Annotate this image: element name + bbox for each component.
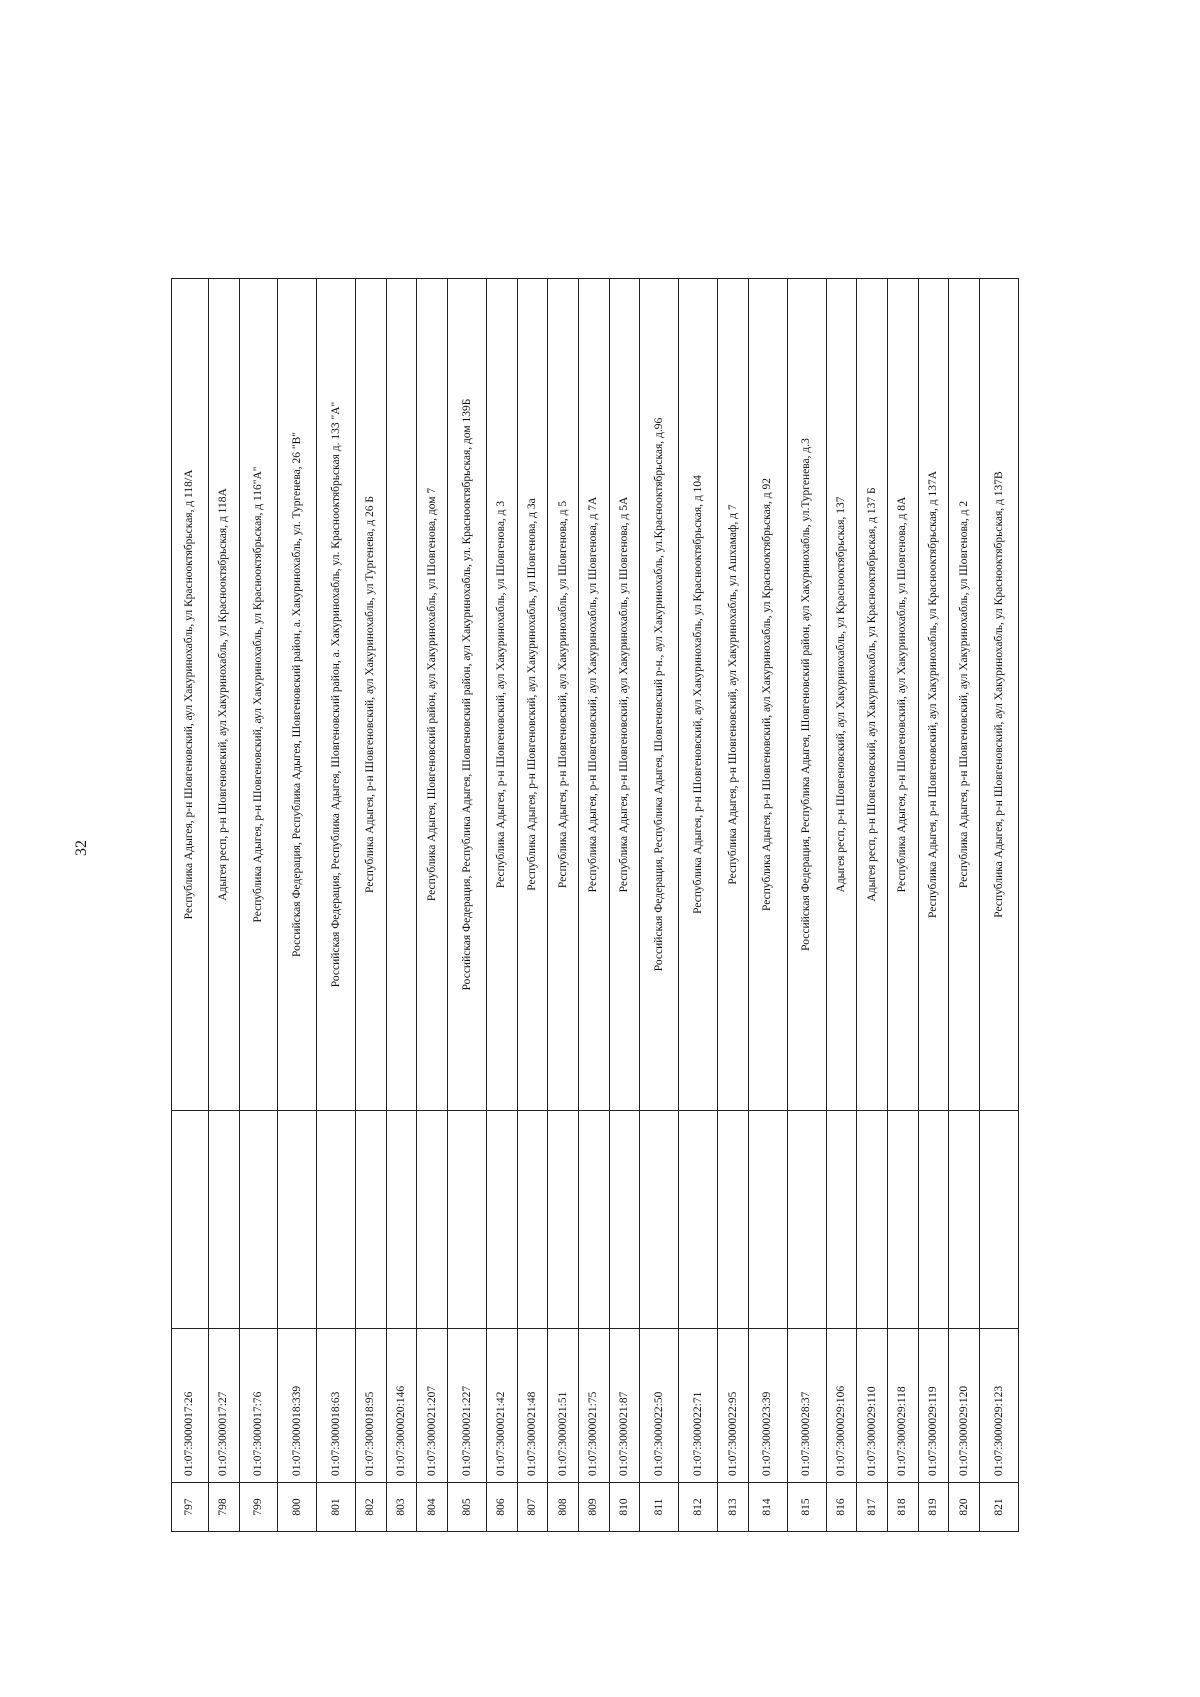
cadastral-number-cell: 01:07:3000017:26 — [172, 1329, 209, 1483]
address-cell: Республика Адыгея, р-н Шовгеновский, аул Хакуринохабль, ул Краснооктябрьская, д 104 — [679, 279, 718, 1111]
cadastral-number-cell: 01:07:3000017:76 — [239, 1329, 278, 1483]
cadastral-number-cell: 01:07:3000023:39 — [748, 1329, 787, 1483]
row-number-cell: 820 — [949, 1483, 980, 1532]
empty-cell — [487, 1111, 518, 1329]
row-number-cell: 797 — [172, 1483, 209, 1532]
table-row — [949, 279, 980, 1532]
row-number-cell: 801 — [317, 1483, 356, 1532]
empty-cell — [356, 1111, 387, 1329]
row-number-cell: 815 — [787, 1483, 826, 1532]
row-number-cell: 800 — [278, 1483, 317, 1532]
registry-table — [171, 278, 1019, 1532]
row-number-cell: 818 — [887, 1483, 918, 1532]
table-row — [386, 279, 417, 1532]
cadastral-number-cell: 01:07:3000021:207 — [417, 1329, 448, 1483]
registry-table-body — [172, 279, 1019, 1532]
address-cell: Республика Адыгея, р-н Шовгеновский, аул Хакуринохабль, ул Шовгенова, д 2 — [949, 279, 980, 1111]
row-number-cell: 812 — [679, 1483, 718, 1532]
address-cell: Республика Адыгея, Шовгеновский район, аул Хакуринохабль, ул Шовгенова, дом 7 — [417, 279, 448, 1111]
address-cell: Республика Адыгея, р-н Шовгеновский, аул Хакуринохабль, ул Тургенева, д 26 Б — [356, 279, 387, 1111]
row-number-cell: 819 — [918, 1483, 949, 1532]
cadastral-number-cell: 01:07:3000029:123 — [980, 1329, 1019, 1483]
empty-cell — [980, 1111, 1019, 1329]
address-cell: Республика Адыгея, р-н Шовгеновский, аул Хакуринохабль, ул Шовгенова, д 5А — [609, 279, 640, 1111]
row-number-cell: 816 — [826, 1483, 857, 1532]
table-row — [579, 279, 610, 1532]
page-number: 32 — [73, 840, 90, 856]
cadastral-number-cell: 01:07:3000022:50 — [640, 1329, 679, 1483]
row-number-cell: 807 — [517, 1483, 548, 1532]
table-row — [748, 279, 787, 1532]
empty-cell — [787, 1111, 826, 1329]
row-number-cell: 810 — [609, 1483, 640, 1532]
cadastral-number-cell: 01:07:3000018:95 — [356, 1329, 387, 1483]
table-row — [857, 279, 888, 1532]
empty-cell — [826, 1111, 857, 1329]
address-cell: Российская Федерация, Республика Адыгея, Шовгеновский район, аул Хакуринохабль, ул.Тургенева, д.3 — [787, 279, 826, 1111]
empty-cell — [679, 1111, 718, 1329]
empty-cell — [918, 1111, 949, 1329]
address-cell: Республика Адыгея, р-н Шовгеновский, аул Хакуринохабль, ул Шовгенова, д 7А — [579, 279, 610, 1111]
table-row — [172, 279, 209, 1532]
cadastral-number-cell: 01:07:3000022:95 — [718, 1329, 749, 1483]
address-cell: Адыгея респ, р-н Шовгеновский, аул Хакуринохабль, ул Краснооктябрьская, 137 — [826, 279, 857, 1111]
cadastral-number-cell: 01:07:3000017:27 — [208, 1329, 239, 1483]
empty-cell — [949, 1111, 980, 1329]
table-row — [356, 279, 387, 1532]
address-cell: Адыгея респ, р-н Шовгеновский, аул Хакуринохабль, ул Краснооктябрьская, д 118А — [208, 279, 239, 1111]
empty-cell — [448, 1111, 487, 1329]
address-cell: Республика Адыгея, р-н Шовгеновский, аул Хакуринохабль, ул Краснооктябрьская, д 118/А — [172, 279, 209, 1111]
table-row — [787, 279, 826, 1532]
cadastral-number-cell: 01:07:3000029:120 — [949, 1329, 980, 1483]
cadastral-number-cell: 01:07:3000018:63 — [317, 1329, 356, 1483]
empty-cell — [609, 1111, 640, 1329]
address-cell: Республика Адыгея, р-н Шовгеновский, аул Хакуринохабль, ул Ашхамаф, д 7 — [718, 279, 749, 1111]
empty-cell — [857, 1111, 888, 1329]
registry-table-container — [171, 279, 1019, 1532]
address-cell: Республика Адыгея, р-н Шовгеновский, аул Хакуринохабль, ул Краснооктябрьская, д 137В — [980, 279, 1019, 1111]
table-row — [679, 279, 718, 1532]
empty-cell — [317, 1111, 356, 1329]
address-cell: Республика Адыгея, р-н Шовгеновский, аул Хакуринохабль, ул Шовгенова, д 5 — [548, 279, 579, 1111]
row-number-cell: 799 — [239, 1483, 278, 1532]
empty-cell — [172, 1111, 209, 1329]
row-number-cell: 806 — [487, 1483, 518, 1532]
table-row — [317, 279, 356, 1532]
row-number-cell: 803 — [386, 1483, 417, 1532]
cadastral-number-cell: 01:07:3000029:118 — [887, 1329, 918, 1483]
table-row — [718, 279, 749, 1532]
row-number-cell: 809 — [579, 1483, 610, 1532]
row-number-cell: 808 — [548, 1483, 579, 1532]
empty-cell — [208, 1111, 239, 1329]
empty-cell — [748, 1111, 787, 1329]
table-row — [826, 279, 857, 1532]
address-cell: Российская Федерация, Республика Адыгея, Шовгеновский р-н., аул Хакуринохабль, ул.Краснооктябрьская, д.96 — [640, 279, 679, 1111]
empty-cell — [278, 1111, 317, 1329]
cadastral-number-cell: 01:07:3000021:48 — [517, 1329, 548, 1483]
row-number-cell: 811 — [640, 1483, 679, 1532]
address-cell: Республика Адыгея, р-н Шовгеновский, аул Хакуринохабль, ул Шовгенова, д 8А — [887, 279, 918, 1111]
row-number-cell: 817 — [857, 1483, 888, 1532]
cadastral-number-cell: 01:07:3000021:75 — [579, 1329, 610, 1483]
table-row — [640, 279, 679, 1532]
table-row — [448, 279, 487, 1532]
address-cell: Российская Федерация, Республика Адыгея, Шовгеновский район, а. Хакуринохабль, ул. Краснооктябрьская д. 133 "А" — [317, 279, 356, 1111]
table-row — [609, 279, 640, 1532]
row-number-cell: 804 — [417, 1483, 448, 1532]
address-cell: Республика Адыгея, р-н Шовгеновский, аул Хакуринохабль, ул Шовгенова, д 3а — [517, 279, 548, 1111]
empty-cell — [579, 1111, 610, 1329]
table-row — [548, 279, 579, 1532]
row-number-cell: 798 — [208, 1483, 239, 1532]
empty-cell — [517, 1111, 548, 1329]
address-cell: Российская Федерация, Республика Адыгея, Шовгеновский район, а. Хакуринохабль, ул. Тургенева, 26 "В" — [278, 279, 317, 1111]
table-row — [887, 279, 918, 1532]
address-cell: Республика Адыгея, р-н Шовгеновский, аул Хакуринохабль, ул Шовгенова, д 3 — [487, 279, 518, 1111]
empty-cell — [417, 1111, 448, 1329]
table-row — [918, 279, 949, 1532]
empty-cell — [239, 1111, 278, 1329]
empty-cell — [386, 1111, 417, 1329]
empty-cell — [640, 1111, 679, 1329]
cadastral-number-cell: 01:07:3000018:339 — [278, 1329, 317, 1483]
cadastral-number-cell: 01:07:3000021:87 — [609, 1329, 640, 1483]
empty-cell — [887, 1111, 918, 1329]
table-row — [417, 279, 448, 1532]
cadastral-number-cell: 01:07:3000020:146 — [386, 1329, 417, 1483]
table-row — [208, 279, 239, 1532]
row-number-cell: 802 — [356, 1483, 387, 1532]
address-cell: Российская Федерация, Республика Адыгея, Шовгеновский район, аул Хакуринохабль, ул. Краснооктябрьская, дом 139Б — [448, 279, 487, 1111]
empty-cell — [718, 1111, 749, 1329]
address-cell: Республика Адыгея, р-н Шовгеновский, аул Хакуринохабль, ул Краснооктябрьская, д 92 — [748, 279, 787, 1111]
cadastral-number-cell: 01:07:3000021:42 — [487, 1329, 518, 1483]
table-row — [517, 279, 548, 1532]
address-cell: Республика Адыгея, р-н Шовгеновский, аул Хакуринохабль, ул Краснооктябрьская, д 116"А" — [239, 279, 278, 1111]
table-row — [980, 279, 1019, 1532]
row-number-cell: 813 — [718, 1483, 749, 1532]
table-row — [278, 279, 317, 1532]
cadastral-number-cell: 01:07:3000029:106 — [826, 1329, 857, 1483]
row-number-cell: 805 — [448, 1483, 487, 1532]
table-row — [487, 279, 518, 1532]
empty-cell — [548, 1111, 579, 1329]
address-cell: Адыгея респ, р-н Шовгеновский, аул Хакуринохабль, ул Краснооктябрьская, д 137 Б — [857, 279, 888, 1111]
cadastral-number-cell: 01:07:3000029:110 — [857, 1329, 888, 1483]
address-cell — [386, 279, 417, 1111]
cadastral-number-cell: 01:07:3000021:51 — [548, 1329, 579, 1483]
address-cell: Республика Адыгея, р-н Шовгеновский, аул Хакуринохабль, ул Краснооктябрьская, д 137А — [918, 279, 949, 1111]
cadastral-number-cell: 01:07:3000028:37 — [787, 1329, 826, 1483]
row-number-cell: 814 — [748, 1483, 787, 1532]
cadastral-number-cell: 01:07:3000021:227 — [448, 1329, 487, 1483]
table-row — [239, 279, 278, 1532]
row-number-cell: 821 — [980, 1483, 1019, 1532]
cadastral-number-cell: 01:07:3000029:119 — [918, 1329, 949, 1483]
cadastral-number-cell: 01:07:3000022:71 — [679, 1329, 718, 1483]
